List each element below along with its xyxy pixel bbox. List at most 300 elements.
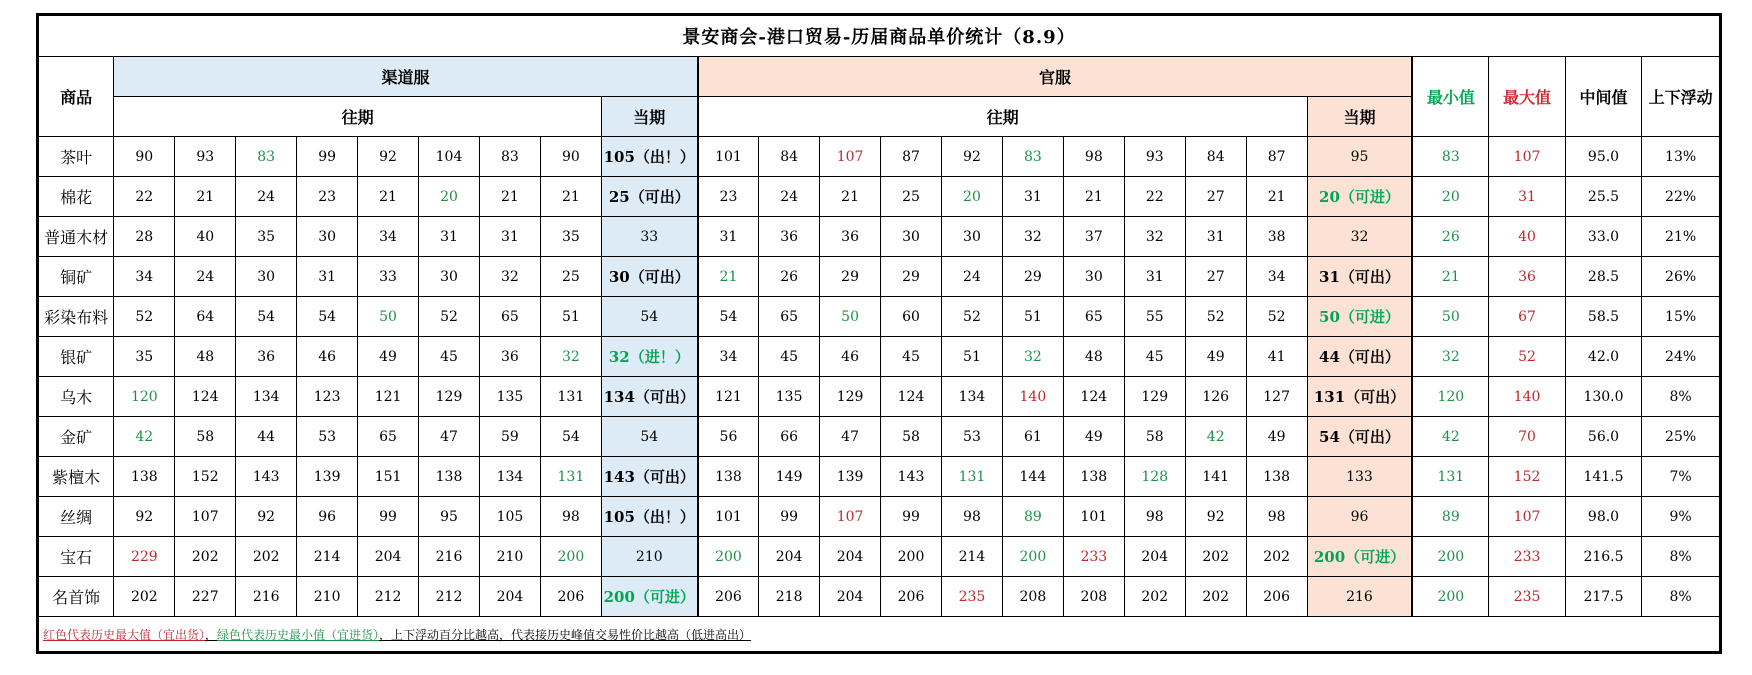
- official-past-price: 36: [820, 217, 881, 257]
- channel-past-price: 104: [419, 137, 480, 177]
- channel-past-price: 123: [297, 377, 358, 417]
- channel-current-price: 210: [601, 537, 697, 577]
- channel-past-price: 99: [358, 497, 419, 537]
- table-row: [39, 137, 1720, 177]
- official-past-price: 124: [881, 377, 942, 417]
- table-row: [39, 577, 1720, 617]
- channel-past-price: 210: [297, 577, 358, 617]
- official-past-price: 30: [1063, 257, 1124, 297]
- official-past-price: 45: [759, 337, 820, 377]
- channel-past-price: 124: [175, 377, 236, 417]
- official-past-price: 24: [941, 257, 1002, 297]
- official-past-price: 138: [1246, 457, 1307, 497]
- product-name: 名首饰: [39, 577, 114, 617]
- header-official-current: 当期: [1307, 97, 1412, 137]
- header-channel-past: 往期: [114, 97, 602, 137]
- official-past-price: 48: [1063, 337, 1124, 377]
- official-past-price: 54: [698, 297, 759, 337]
- channel-past-price: 204: [358, 537, 419, 577]
- channel-past-price: 34: [114, 257, 175, 297]
- official-past-price: 66: [759, 417, 820, 457]
- channel-past-price: 54: [540, 417, 601, 457]
- channel-past-price: 93: [175, 137, 236, 177]
- official-current-price: 20（可进）: [1307, 177, 1412, 217]
- channel-past-price: 35: [114, 337, 175, 377]
- official-past-price: 138: [698, 457, 759, 497]
- channel-past-price: 129: [419, 377, 480, 417]
- channel-current-price: 33: [601, 217, 697, 257]
- official-past-price: 53: [941, 417, 1002, 457]
- official-past-price: 45: [881, 337, 942, 377]
- header-channel-current: 当期: [601, 97, 697, 137]
- official-past-price: 121: [698, 377, 759, 417]
- official-past-price: 60: [881, 297, 942, 337]
- channel-past-price: 22: [114, 177, 175, 217]
- official-past-price: 101: [698, 137, 759, 177]
- table-row: [39, 537, 1720, 577]
- mid-value: 58.5: [1565, 297, 1641, 337]
- official-past-price: 30: [881, 217, 942, 257]
- official-past-price: 65: [759, 297, 820, 337]
- official-past-price: 29: [881, 257, 942, 297]
- official-past-price: 56: [698, 417, 759, 457]
- mid-value: 28.5: [1565, 257, 1641, 297]
- channel-past-price: 98: [540, 497, 601, 537]
- official-past-price: 61: [1002, 417, 1063, 457]
- channel-current-price: 54: [601, 297, 697, 337]
- official-past-price: 21: [1246, 177, 1307, 217]
- max-value: 70: [1489, 417, 1565, 457]
- official-past-price: 31: [698, 217, 759, 257]
- price-statistics-sheet: [36, 13, 1722, 654]
- min-value: 89: [1412, 497, 1488, 537]
- official-past-price: 34: [698, 337, 759, 377]
- product-name: 银矿: [39, 337, 114, 377]
- channel-past-price: 90: [114, 137, 175, 177]
- official-past-price: 131: [941, 457, 1002, 497]
- channel-past-price: 210: [479, 537, 540, 577]
- channel-past-price: 23: [297, 177, 358, 217]
- official-past-price: 29: [820, 257, 881, 297]
- channel-past-price: 212: [419, 577, 480, 617]
- min-value: 131: [1412, 457, 1488, 497]
- official-past-price: 46: [820, 337, 881, 377]
- channel-past-price: 121: [358, 377, 419, 417]
- official-past-price: 218: [759, 577, 820, 617]
- official-past-price: 200: [698, 537, 759, 577]
- legend-green: 绿色代表历史最小值（宜进货）: [217, 627, 380, 642]
- channel-past-price: 151: [358, 457, 419, 497]
- official-past-price: 99: [759, 497, 820, 537]
- legend-note: [39, 617, 1720, 652]
- float-percent: 8%: [1642, 537, 1720, 577]
- channel-past-price: 139: [297, 457, 358, 497]
- channel-past-price: 107: [175, 497, 236, 537]
- product-name: 宝石: [39, 537, 114, 577]
- header-float: 上下浮动: [1642, 57, 1720, 137]
- official-past-price: 204: [820, 577, 881, 617]
- official-current-price: 95: [1307, 137, 1412, 177]
- official-past-price: 204: [820, 537, 881, 577]
- channel-past-price: 59: [479, 417, 540, 457]
- channel-past-price: 204: [479, 577, 540, 617]
- official-past-price: 129: [1124, 377, 1185, 417]
- official-past-price: 127: [1246, 377, 1307, 417]
- official-past-price: 51: [941, 337, 1002, 377]
- channel-past-price: 54: [236, 297, 297, 337]
- official-past-price: 32: [1124, 217, 1185, 257]
- product-name: 丝绸: [39, 497, 114, 537]
- max-value: 40: [1489, 217, 1565, 257]
- official-past-price: 50: [820, 297, 881, 337]
- official-current-price: 50（可进）: [1307, 297, 1412, 337]
- channel-past-price: 48: [175, 337, 236, 377]
- min-value: 120: [1412, 377, 1488, 417]
- float-percent: 25%: [1642, 417, 1720, 457]
- channel-past-price: 24: [236, 177, 297, 217]
- max-value: 31: [1489, 177, 1565, 217]
- official-past-price: 93: [1124, 137, 1185, 177]
- official-past-price: 36: [759, 217, 820, 257]
- table-row: [39, 417, 1720, 457]
- product-name: 普通木材: [39, 217, 114, 257]
- official-current-price: 133: [1307, 457, 1412, 497]
- official-past-price: 26: [759, 257, 820, 297]
- product-name: 紫檀木: [39, 457, 114, 497]
- table-row: [39, 497, 1720, 537]
- official-past-price: 89: [1002, 497, 1063, 537]
- channel-past-price: 202: [175, 537, 236, 577]
- channel-past-price: 32: [540, 337, 601, 377]
- official-current-price: 32: [1307, 217, 1412, 257]
- official-past-price: 204: [1124, 537, 1185, 577]
- official-past-price: 92: [941, 137, 1002, 177]
- channel-current-price: 32（进！）: [601, 337, 697, 377]
- channel-past-price: 47: [419, 417, 480, 457]
- channel-past-price: 202: [236, 537, 297, 577]
- channel-past-price: 21: [175, 177, 236, 217]
- official-past-price: 208: [1002, 577, 1063, 617]
- table-row: [39, 257, 1720, 297]
- channel-past-price: 49: [358, 337, 419, 377]
- channel-past-price: 90: [540, 137, 601, 177]
- mid-value: 25.5: [1565, 177, 1641, 217]
- official-past-price: 92: [1185, 497, 1246, 537]
- channel-past-price: 152: [175, 457, 236, 497]
- mid-value: 141.5: [1565, 457, 1641, 497]
- legend-sep: ，: [205, 627, 218, 642]
- min-value: 83: [1412, 137, 1488, 177]
- official-past-price: 87: [1246, 137, 1307, 177]
- header-official-past: 往期: [698, 97, 1307, 137]
- official-past-price: 139: [820, 457, 881, 497]
- official-past-price: 107: [820, 497, 881, 537]
- product-name: 彩染布料: [39, 297, 114, 337]
- official-past-price: 52: [1246, 297, 1307, 337]
- official-past-price: 41: [1246, 337, 1307, 377]
- product-name: 乌木: [39, 377, 114, 417]
- channel-past-price: 134: [236, 377, 297, 417]
- official-past-price: 101: [1063, 497, 1124, 537]
- channel-past-price: 53: [297, 417, 358, 457]
- official-past-price: 235: [941, 577, 1002, 617]
- channel-past-price: 95: [419, 497, 480, 537]
- official-past-price: 21: [1063, 177, 1124, 217]
- official-past-price: 204: [759, 537, 820, 577]
- official-past-price: 233: [1063, 537, 1124, 577]
- max-value: 67: [1489, 297, 1565, 337]
- official-past-price: 206: [698, 577, 759, 617]
- min-value: 32: [1412, 337, 1488, 377]
- official-past-price: 23: [698, 177, 759, 217]
- official-past-price: 87: [881, 137, 942, 177]
- channel-current-price: 105（出！）: [601, 137, 697, 177]
- official-past-price: 143: [881, 457, 942, 497]
- channel-past-price: 83: [479, 137, 540, 177]
- legend-rest: ，上下浮动百分比越高，代表接历史峰值交易性价比越高（低进高出）: [379, 627, 752, 642]
- official-current-price: 54（可出）: [1307, 417, 1412, 457]
- channel-past-price: 34: [358, 217, 419, 257]
- channel-past-price: 31: [419, 217, 480, 257]
- channel-current-price: 134（可出）: [601, 377, 697, 417]
- official-past-price: 149: [759, 457, 820, 497]
- channel-past-price: 202: [114, 577, 175, 617]
- channel-past-price: 21: [479, 177, 540, 217]
- official-past-price: 20: [941, 177, 1002, 217]
- product-name: 茶叶: [39, 137, 114, 177]
- channel-past-price: 92: [236, 497, 297, 537]
- channel-past-price: 131: [540, 377, 601, 417]
- header-mid: 中间值: [1565, 57, 1641, 137]
- max-value: 52: [1489, 337, 1565, 377]
- official-past-price: 84: [759, 137, 820, 177]
- official-past-price: 24: [759, 177, 820, 217]
- official-past-price: 27: [1185, 257, 1246, 297]
- channel-past-price: 35: [540, 217, 601, 257]
- channel-past-price: 31: [297, 257, 358, 297]
- channel-past-price: 65: [358, 417, 419, 457]
- channel-current-price: 143（可出）: [601, 457, 697, 497]
- channel-past-price: 65: [479, 297, 540, 337]
- official-past-price: 49: [1185, 337, 1246, 377]
- max-value: 107: [1489, 137, 1565, 177]
- channel-past-price: 120: [114, 377, 175, 417]
- min-value: 20: [1412, 177, 1488, 217]
- official-past-price: 144: [1002, 457, 1063, 497]
- channel-past-price: 30: [297, 217, 358, 257]
- official-past-price: 29: [1002, 257, 1063, 297]
- channel-past-price: 138: [114, 457, 175, 497]
- channel-past-price: 42: [114, 417, 175, 457]
- official-past-price: 200: [1002, 537, 1063, 577]
- channel-past-price: 40: [175, 217, 236, 257]
- official-past-price: 83: [1002, 137, 1063, 177]
- channel-past-price: 200: [540, 537, 601, 577]
- header-product: 商品: [39, 57, 114, 137]
- official-past-price: 21: [820, 177, 881, 217]
- channel-past-price: 50: [358, 297, 419, 337]
- max-value: 152: [1489, 457, 1565, 497]
- official-past-price: 98: [941, 497, 1002, 537]
- channel-past-price: 216: [236, 577, 297, 617]
- channel-past-price: 212: [358, 577, 419, 617]
- channel-past-price: 214: [297, 537, 358, 577]
- channel-past-price: 143: [236, 457, 297, 497]
- official-past-price: 98: [1063, 137, 1124, 177]
- table-row: [39, 217, 1720, 257]
- official-past-price: 65: [1063, 297, 1124, 337]
- official-past-price: 214: [941, 537, 1002, 577]
- float-percent: 9%: [1642, 497, 1720, 537]
- official-past-price: 52: [941, 297, 1002, 337]
- official-current-price: 216: [1307, 577, 1412, 617]
- channel-past-price: 227: [175, 577, 236, 617]
- float-percent: 24%: [1642, 337, 1720, 377]
- official-past-price: 126: [1185, 377, 1246, 417]
- max-value: 140: [1489, 377, 1565, 417]
- channel-past-price: 134: [479, 457, 540, 497]
- official-past-price: 128: [1124, 457, 1185, 497]
- official-past-price: 98: [1246, 497, 1307, 537]
- channel-past-price: 30: [236, 257, 297, 297]
- channel-past-price: 216: [419, 537, 480, 577]
- channel-current-price: 25（可出）: [601, 177, 697, 217]
- official-current-price: 31（可出）: [1307, 257, 1412, 297]
- official-past-price: 84: [1185, 137, 1246, 177]
- official-past-price: 135: [759, 377, 820, 417]
- float-percent: 7%: [1642, 457, 1720, 497]
- channel-past-price: 64: [175, 297, 236, 337]
- table-row: [39, 457, 1720, 497]
- mid-value: 95.0: [1565, 137, 1641, 177]
- table-row: [39, 177, 1720, 217]
- mid-value: 42.0: [1565, 337, 1641, 377]
- float-percent: 8%: [1642, 577, 1720, 617]
- min-value: 200: [1412, 577, 1488, 617]
- channel-past-price: 25: [540, 257, 601, 297]
- official-current-price: 44（可出）: [1307, 337, 1412, 377]
- header-min: 最小值: [1412, 57, 1488, 137]
- channel-past-price: 83: [236, 137, 297, 177]
- official-past-price: 25: [881, 177, 942, 217]
- channel-past-price: 20: [419, 177, 480, 217]
- official-past-price: 208: [1063, 577, 1124, 617]
- min-value: 50: [1412, 297, 1488, 337]
- mid-value: 98.0: [1565, 497, 1641, 537]
- official-past-price: 140: [1002, 377, 1063, 417]
- channel-past-price: 58: [175, 417, 236, 457]
- official-past-price: 31: [1002, 177, 1063, 217]
- mid-value: 33.0: [1565, 217, 1641, 257]
- min-value: 42: [1412, 417, 1488, 457]
- official-past-price: 38: [1246, 217, 1307, 257]
- official-past-price: 30: [941, 217, 1002, 257]
- channel-past-price: 51: [540, 297, 601, 337]
- official-past-price: 55: [1124, 297, 1185, 337]
- channel-past-price: 229: [114, 537, 175, 577]
- channel-past-price: 30: [419, 257, 480, 297]
- legend-red: 红色代表历史最大值（宜出货）: [43, 627, 206, 642]
- table-row: [39, 377, 1720, 417]
- official-past-price: 31: [1124, 257, 1185, 297]
- official-past-price: 134: [941, 377, 1002, 417]
- product-name: 铜矿: [39, 257, 114, 297]
- channel-current-price: 200（可进）: [601, 577, 697, 617]
- channel-past-price: 36: [479, 337, 540, 377]
- official-past-price: 32: [1002, 337, 1063, 377]
- official-past-price: 138: [1063, 457, 1124, 497]
- official-past-price: 141: [1185, 457, 1246, 497]
- official-current-price: 131（可出）: [1307, 377, 1412, 417]
- table-row: [39, 337, 1720, 377]
- official-past-price: 58: [881, 417, 942, 457]
- table-title: 景安商会-港口贸易-历届商品单价统计（8.9）: [39, 16, 1720, 57]
- channel-past-price: 46: [297, 337, 358, 377]
- channel-past-price: 92: [358, 137, 419, 177]
- channel-past-price: 28: [114, 217, 175, 257]
- official-past-price: 42: [1185, 417, 1246, 457]
- channel-current-price: 54: [601, 417, 697, 457]
- mid-value: 216.5: [1565, 537, 1641, 577]
- channel-past-price: 92: [114, 497, 175, 537]
- official-past-price: 32: [1002, 217, 1063, 257]
- channel-past-price: 99: [297, 137, 358, 177]
- float-percent: 15%: [1642, 297, 1720, 337]
- channel-past-price: 131: [540, 457, 601, 497]
- header-channel: 渠道服: [114, 57, 698, 97]
- channel-past-price: 35: [236, 217, 297, 257]
- channel-past-price: 135: [479, 377, 540, 417]
- channel-past-price: 24: [175, 257, 236, 297]
- max-value: 235: [1489, 577, 1565, 617]
- official-past-price: 49: [1063, 417, 1124, 457]
- official-past-price: 52: [1185, 297, 1246, 337]
- official-past-price: 206: [881, 577, 942, 617]
- header-max: 最大值: [1489, 57, 1565, 137]
- official-past-price: 37: [1063, 217, 1124, 257]
- float-percent: 26%: [1642, 257, 1720, 297]
- official-current-price: 96: [1307, 497, 1412, 537]
- table-row: [39, 297, 1720, 337]
- channel-past-price: 36: [236, 337, 297, 377]
- official-past-price: 107: [820, 137, 881, 177]
- channel-past-price: 138: [419, 457, 480, 497]
- channel-past-price: 96: [297, 497, 358, 537]
- official-past-price: 51: [1002, 297, 1063, 337]
- channel-past-price: 54: [297, 297, 358, 337]
- official-past-price: 27: [1185, 177, 1246, 217]
- max-value: 36: [1489, 257, 1565, 297]
- max-value: 107: [1489, 497, 1565, 537]
- min-value: 200: [1412, 537, 1488, 577]
- channel-past-price: 31: [479, 217, 540, 257]
- channel-current-price: 105（出！）: [601, 497, 697, 537]
- product-name: 棉花: [39, 177, 114, 217]
- mid-value: 130.0: [1565, 377, 1641, 417]
- min-value: 21: [1412, 257, 1488, 297]
- official-past-price: 22: [1124, 177, 1185, 217]
- header-official: 官服: [698, 57, 1413, 97]
- channel-current-price: 30（可出）: [601, 257, 697, 297]
- channel-past-price: 52: [419, 297, 480, 337]
- price-table: [38, 15, 1720, 652]
- channel-past-price: 105: [479, 497, 540, 537]
- official-past-price: 98: [1124, 497, 1185, 537]
- channel-past-price: 33: [358, 257, 419, 297]
- channel-past-price: 52: [114, 297, 175, 337]
- official-past-price: 99: [881, 497, 942, 537]
- max-value: 233: [1489, 537, 1565, 577]
